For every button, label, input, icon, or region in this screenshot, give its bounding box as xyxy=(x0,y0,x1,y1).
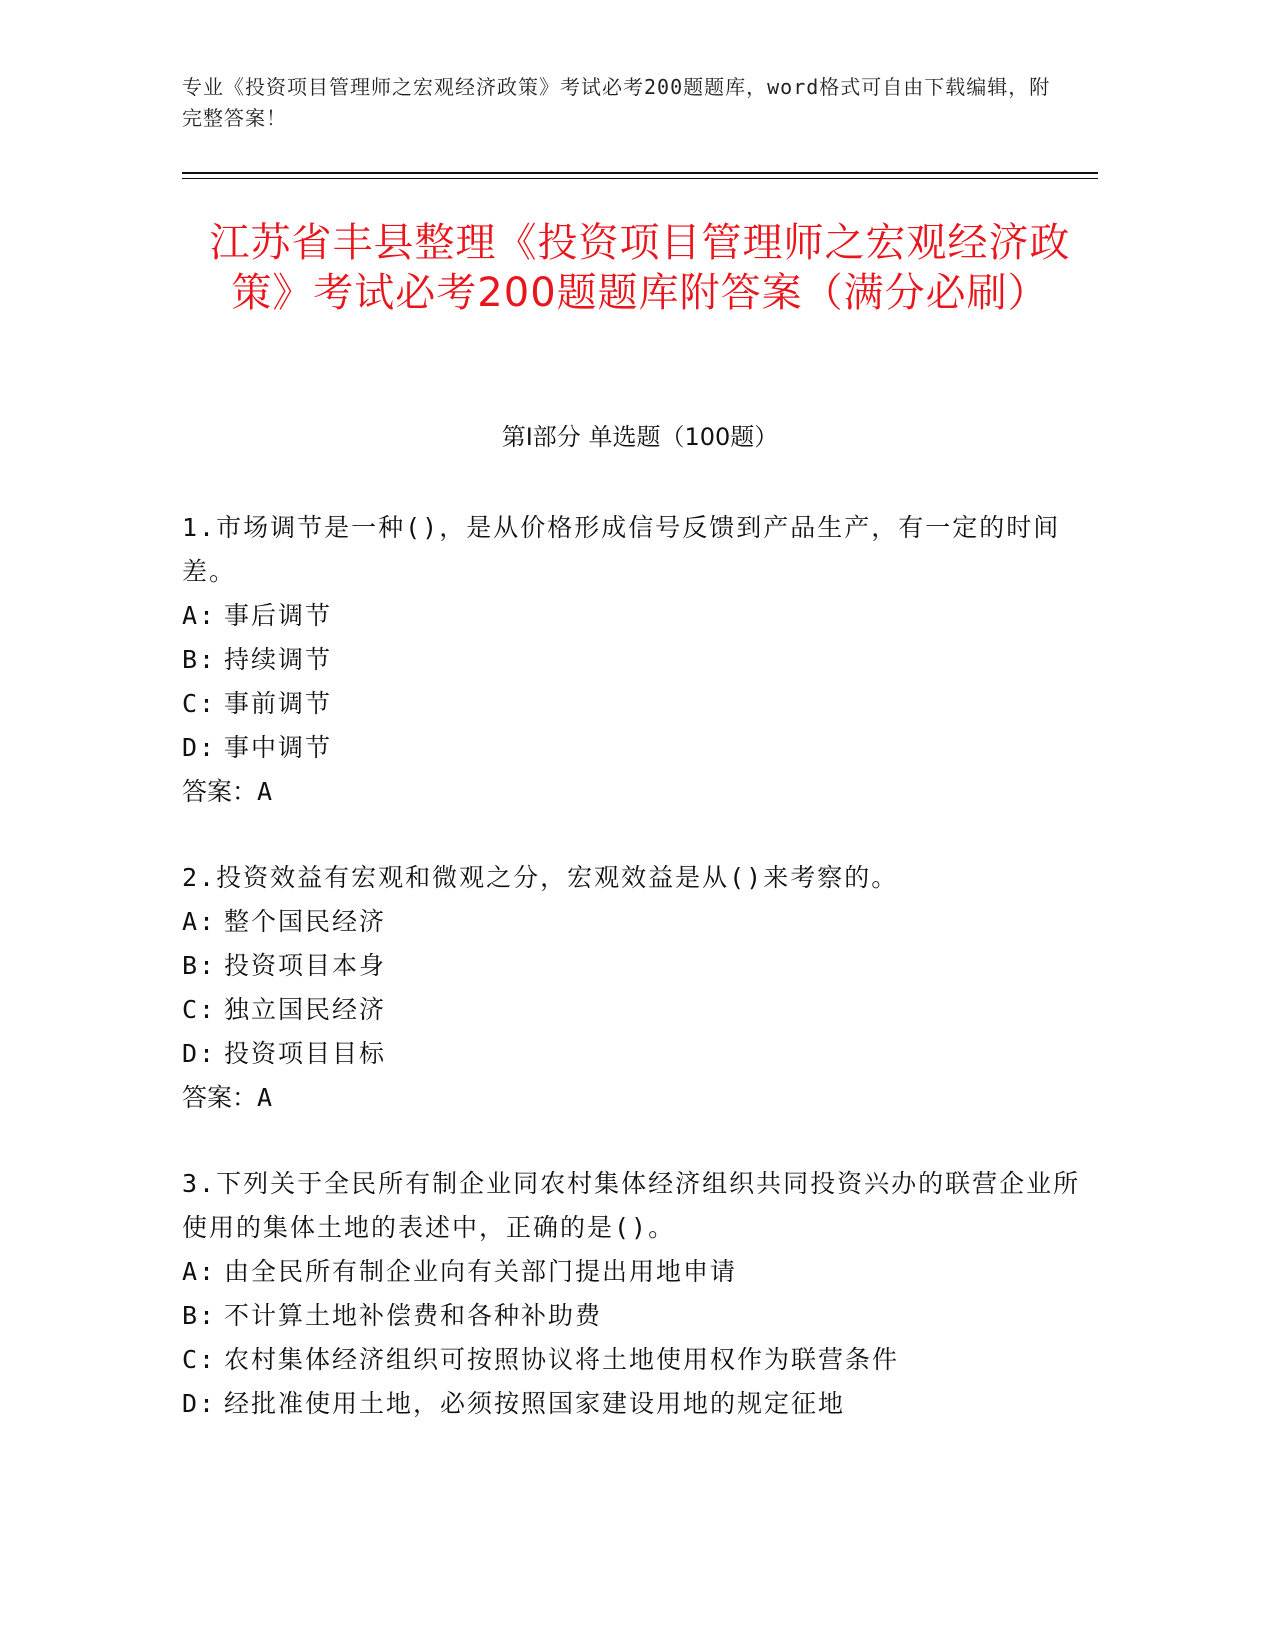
option-letter: D: xyxy=(182,733,217,762)
header-note: 专业《投资项目管理师之宏观经济政策》考试必考200题题库，word格式可自由下载编辑，附完整答案！ xyxy=(182,75,1051,130)
option-d xyxy=(182,726,1082,770)
option-letter: C: xyxy=(182,1345,217,1374)
question-stem: 2.投资效益有宏观和微观之分，宏观效益是从()来考察的。 xyxy=(182,863,899,892)
option-b xyxy=(182,1294,1082,1338)
option-text: 事中调节 xyxy=(224,733,333,762)
question-2 xyxy=(182,856,1082,1120)
option-text: 不计算土地补偿费和各种补助费 xyxy=(224,1301,603,1330)
option-a xyxy=(182,900,1082,944)
option-a xyxy=(182,594,1082,638)
header-divider-thick xyxy=(182,172,1098,174)
option-c xyxy=(182,1338,1082,1382)
option-text: 由全民所有制企业向有关部门提出用地申请 xyxy=(224,1257,738,1286)
option-text: 农村集体经济组织可按照协议将土地使用权作为联营条件 xyxy=(224,1345,900,1374)
section-title: 第I部分 单选题（100题） xyxy=(501,423,779,451)
answer-label: 答案： xyxy=(182,1083,258,1112)
question-3 xyxy=(182,1162,1082,1426)
option-letter: B: xyxy=(182,645,217,674)
header-divider-thin xyxy=(182,178,1098,179)
answer-value: A xyxy=(257,1083,273,1112)
answer-line xyxy=(182,770,1082,814)
option-d xyxy=(182,1032,1082,1076)
document-title: 江苏省丰县整理《投资项目管理师之宏观经济政策》考试必考200题题库附答案（满分必刷） xyxy=(209,220,1071,316)
option-text: 投资项目本身 xyxy=(224,951,387,980)
option-c xyxy=(182,682,1082,726)
option-text: 经批准使用土地，必须按照国家建设用地的规定征地 xyxy=(224,1389,846,1418)
option-letter: A: xyxy=(182,907,217,936)
question-stem: 1.市场调节是一种()，是从价格形成信号反馈到产品生产，有一定的时间差。 xyxy=(182,513,1061,586)
option-b xyxy=(182,638,1082,682)
option-text: 持续调节 xyxy=(224,645,333,674)
option-letter: A: xyxy=(182,1257,217,1286)
option-text: 事后调节 xyxy=(224,601,333,630)
option-b xyxy=(182,944,1082,988)
option-text: 事前调节 xyxy=(224,689,333,718)
answer-value: A xyxy=(257,777,273,806)
option-letter: D: xyxy=(182,1039,217,1068)
option-d xyxy=(182,1382,1082,1426)
option-letter: C: xyxy=(182,995,217,1024)
question-list xyxy=(182,506,1082,1468)
option-text: 独立国民经济 xyxy=(224,995,387,1024)
option-text: 投资项目目标 xyxy=(224,1039,387,1068)
option-text: 整个国民经济 xyxy=(224,907,387,936)
option-letter: B: xyxy=(182,951,217,980)
answer-label: 答案： xyxy=(182,777,258,806)
option-letter: A: xyxy=(182,601,217,630)
question-1 xyxy=(182,506,1082,814)
option-c xyxy=(182,988,1082,1032)
option-letter: B: xyxy=(182,1301,217,1330)
option-letter: D: xyxy=(182,1389,217,1418)
option-letter: C: xyxy=(182,689,217,718)
option-a xyxy=(182,1250,1082,1294)
answer-line xyxy=(182,1076,1082,1120)
question-stem: 3.下列关于全民所有制企业同农村集体经济组织共同投资兴办的联营企业所使用的集体土地的表述中，正确的是()。 xyxy=(182,1169,1081,1242)
